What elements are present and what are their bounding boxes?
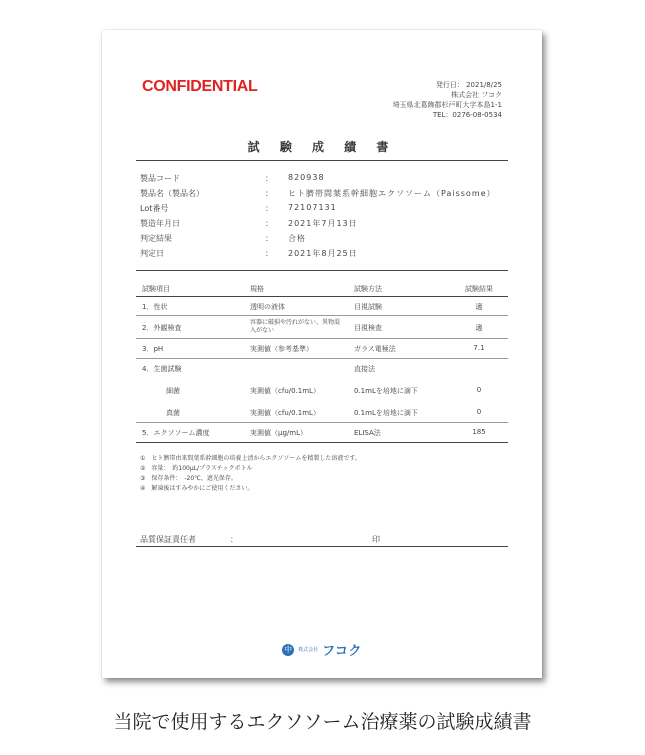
info-colon: ：	[265, 204, 273, 213]
row-item: 4．生菌試験	[142, 365, 182, 373]
row-method: ガラス電極法	[354, 345, 396, 353]
issuer-block	[393, 80, 502, 120]
product-info	[140, 173, 500, 263]
issuer-tel: TEL：0276-08-0534	[432, 111, 502, 119]
row-method: ELISA法	[354, 429, 381, 437]
title-rule	[136, 160, 508, 161]
header-item: 試験項目	[142, 285, 170, 293]
info-value: 2021年7月13日	[288, 219, 358, 228]
row-item: 2．外観検査	[142, 324, 182, 332]
row-spec: 実測値（cfu/0.1mL）	[250, 409, 320, 417]
row-method: 直接法	[354, 365, 375, 373]
confidential-stamp: CONFIDENTIAL	[142, 78, 258, 95]
row-result: 185	[472, 428, 486, 436]
info-label: 判定結果	[140, 234, 172, 243]
info-value: 合格	[288, 234, 306, 243]
sign-label: 品質保証責任者	[140, 535, 196, 544]
table-bottom-rule	[136, 442, 508, 443]
row-method: 目視試験	[354, 303, 382, 311]
signature-line	[140, 534, 508, 545]
info-colon: ：	[265, 249, 273, 258]
info-row	[140, 218, 500, 233]
header-result: 試験結果	[465, 285, 493, 293]
info-label: 判定日	[140, 249, 164, 258]
row-result: 適	[475, 324, 483, 332]
row-item: 5．エクソソーム濃度	[142, 429, 210, 437]
info-label: 製品コード	[140, 174, 180, 183]
sign-colon: ：	[230, 535, 238, 544]
logo-mark-icon: 中	[284, 645, 293, 654]
sign-seal: 印	[372, 535, 380, 544]
row-result: 7.1	[473, 344, 485, 352]
info-value: 2021年8月25日	[288, 249, 358, 258]
row-item: 3．pH	[142, 345, 164, 353]
info-colon: ：	[265, 189, 273, 198]
note-line: ① ヒト臍帯由来間葉系幹細胞の培養上清からエクソソームを精製した溶液です。	[140, 455, 361, 462]
info-colon: ：	[265, 174, 273, 183]
issuer-company: 株式会社 フコク	[451, 91, 502, 99]
row-spec: 実測値（参考基準）	[250, 345, 313, 353]
issuer-address: 埼玉県北葛飾郡杉戸町大字本島1-1	[392, 101, 502, 109]
info-colon: ：	[265, 219, 273, 228]
row-spec: 透明の液体	[250, 303, 285, 311]
row-rule	[136, 338, 508, 339]
header-method: 試験方法	[354, 285, 382, 293]
note-line: ② 容量： 約100μL/プラスチックボトル	[140, 465, 253, 472]
issue-date: 発行日： 2021/8/25	[435, 81, 502, 89]
row-result: 0	[476, 408, 482, 416]
certificate-document	[102, 30, 542, 678]
info-row	[140, 188, 500, 203]
row-method: 目視検査	[354, 324, 382, 332]
info-row	[140, 248, 500, 263]
info-label: 製造年月日	[140, 219, 180, 228]
info-value: 820938	[288, 173, 325, 182]
row-result: 0	[476, 386, 482, 394]
row-rule	[136, 422, 508, 423]
document-title: 試 験 成 績 書	[247, 140, 397, 154]
row-rule	[136, 315, 508, 316]
row-method: 0.1mLを培地に滴下	[354, 409, 418, 417]
row-rule	[136, 358, 508, 359]
info-rule	[136, 270, 508, 271]
row-item: 1．性状	[142, 303, 168, 311]
row-method: 0.1mLを培地に滴下	[354, 387, 418, 395]
row-spec: 実測値（cfu/0.1mL）	[250, 387, 320, 395]
table-header-rule	[136, 296, 508, 297]
signature-rule	[136, 546, 508, 547]
company-logo	[102, 640, 542, 659]
notes	[140, 454, 361, 494]
row-item: 真菌	[166, 409, 180, 417]
row-item: 細菌	[166, 387, 180, 395]
info-colon: ：	[265, 234, 273, 243]
info-row	[140, 203, 500, 218]
info-value: 72107131	[288, 203, 337, 212]
info-label: Lot番号	[140, 204, 169, 213]
note-line: ④ 解凍後はすみやかにご使用ください。	[140, 485, 254, 492]
header-spec: 規格	[250, 285, 264, 293]
row-spec: 容器に破損や汚れがない、異物混入がない	[250, 319, 341, 334]
note-line: ③ 保存条件： -20℃、遮光保存。	[140, 475, 237, 482]
info-row	[140, 233, 500, 248]
info-value: ヒト臍帯間葉系幹細胞エクソソーム（Paissome）	[288, 189, 496, 198]
logo-corp: 株式会社	[298, 647, 319, 653]
row-result: 適	[475, 303, 483, 311]
info-label: 製品名（製品名）	[140, 189, 204, 198]
info-row	[140, 173, 500, 188]
image-caption: 当院で使用するエクソソーム治療薬の試験成績書	[113, 711, 532, 733]
logo-name: フコク	[322, 644, 362, 659]
row-spec: 実測値（μg/mL）	[250, 429, 307, 437]
